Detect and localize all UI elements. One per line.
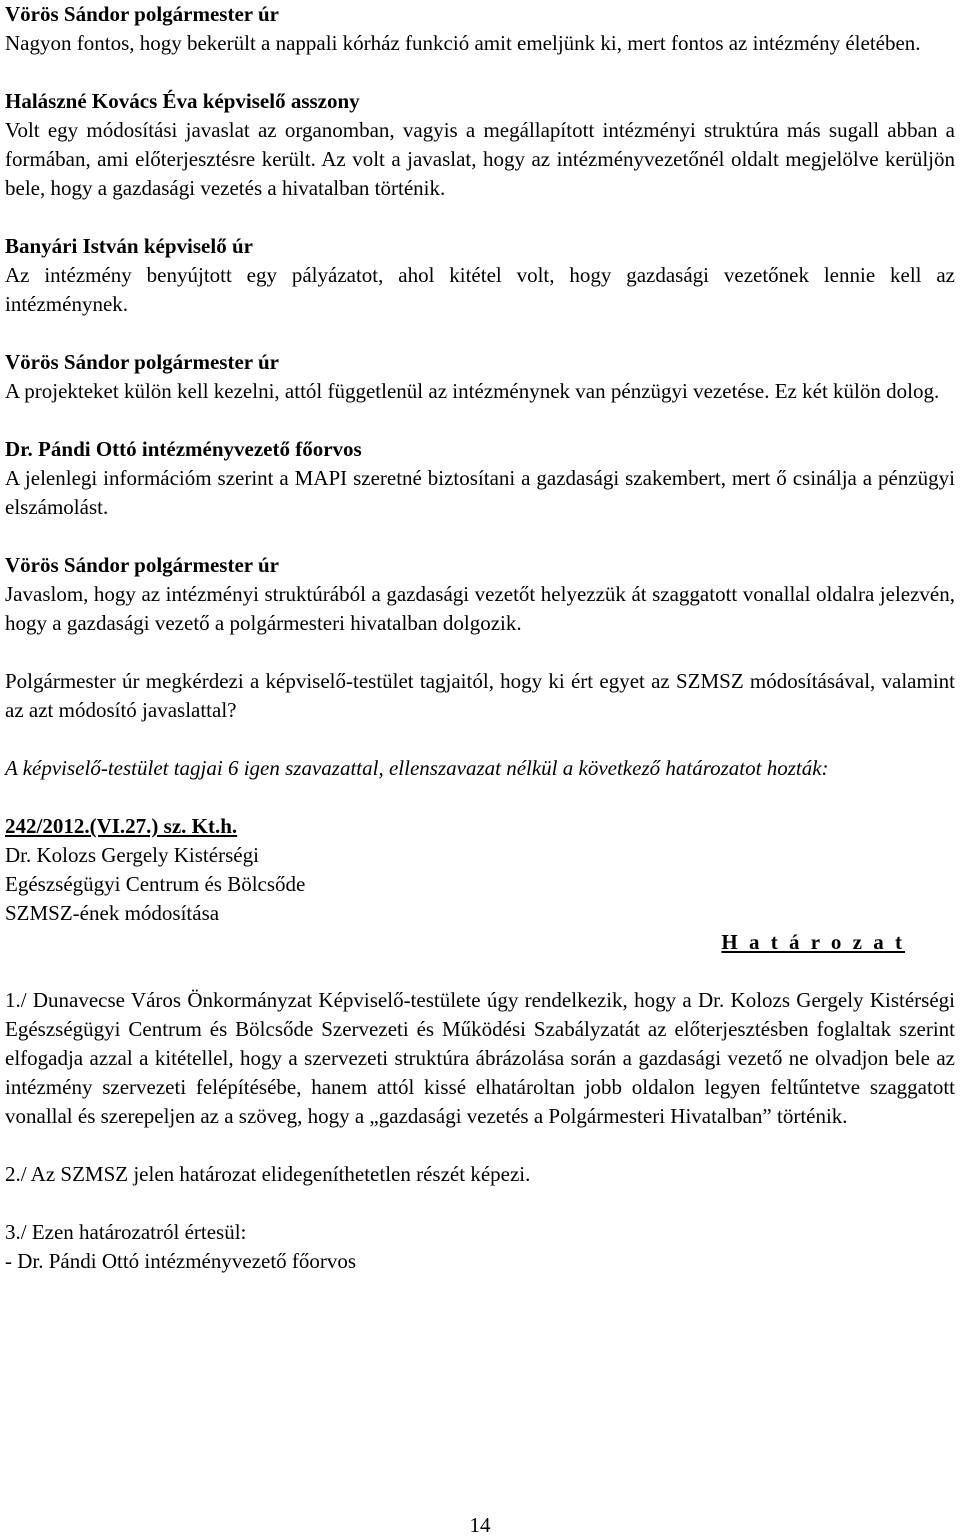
speech-text: Javaslom, hogy az intézményi struktúrából a gazdasági vezetőt helyezzük át szaggatott vonallal oldalra jelezvén, hogy a gazdasági vezető a polgármesteri hivatalban dolgozik. (5, 582, 955, 635)
speech-block (5, 87, 955, 203)
speaker-name: Vörös Sándor polgármester úr (5, 350, 279, 374)
resolution-subject-line: Egészségügyi Centrum és Bölcsőde (5, 872, 306, 896)
resolution-point-1: 1./ Dunavecse Város Önkormányzat Képviselő-testülete úgy rendelkezik, hogy a Dr. Kolozs Gergely Kistérségi Egészségügyi Centrum és Bölcsőde Szervezeti és Működési Szabályzatát az előterjesztésben foglaltak szerint elfogadja azzal a kitétellel, hogy a szervezeti struktúra ábrázolása során a gazdasági vezető ne olvadjon bele az intézmény szervezeti felépítésébe, hanem attól kissé elhatároltan jobb oldalon legyen feltűntetve szaggatott vonallal és szerepeljen az a szöveg, hogy a „gazdasági vezetés a Polgármesteri Hivatalban” történik. (5, 988, 955, 1128)
speech-text: Az intézmény benyújtott egy pályázatot, ahol kitétel volt, hogy gazdasági vezetőnek lennie kell az intézménynek. (5, 263, 955, 316)
speaker-name: Halászné Kovács Éva képviselő asszony (5, 89, 360, 113)
speech-text: Nagyon fontos, hogy bekerült a nappali kórház funkció amit emeljünk ki, mert fontos az intézmény életében. (5, 31, 921, 55)
resolution-number: 242/2012.(VI.27.) sz. Kt.h. (5, 814, 238, 838)
speech-block (5, 435, 955, 522)
resolution-subject-line: Dr. Kolozs Gergely Kistérségi (5, 843, 259, 867)
notified-person: - Dr. Pándi Ottó intézményvezető főorvos (5, 1249, 357, 1273)
mayor-question: Polgármester úr megkérdezi a képviselő-testület tagjaitól, hogy ki ért egyet az SZMSZ módosításával, valamint az azt módosító javaslattal? (5, 669, 955, 722)
resolution-subject-line: SZMSZ-ének módosítása (5, 901, 220, 925)
speech-text: A projekteket külön kell kezelni, attól függetlenül az intézménynek van pénzügyi vezetése. Ez két külön dolog. (5, 379, 940, 403)
document-page (5, 0, 955, 1276)
speech-block (5, 0, 955, 58)
speech-block (5, 551, 955, 638)
speaker-name: Vörös Sándor polgármester úr (5, 2, 279, 26)
speech-block (5, 232, 955, 319)
page-number: 14 (469, 1513, 491, 1537)
speaker-name: Dr. Pándi Ottó intézményvezető főorvos (5, 437, 362, 461)
resolution (5, 812, 955, 1276)
speech-block (5, 348, 955, 406)
resolution-point-2: 2./ Az SZMSZ jelen határozat elidegeníthetetlen részét képezi. (5, 1162, 531, 1186)
speaker-name: Vörös Sándor polgármester úr (5, 553, 279, 577)
speaker-name: Banyári István képviselő úr (5, 234, 253, 258)
speech-text: A jelenlegi információm szerint a MAPI szeretné biztosítani a gazdasági szakembert, mert ő csinálja a pénzügyi elszámolást. (5, 466, 955, 519)
vote-result: A képviselő-testület tagjai 6 igen szavazattal, ellenszavazat nélkül a következő határozatot hozták: (5, 756, 829, 780)
resolution-point-3-title: 3./ Ezen határozatról értesül: (5, 1220, 247, 1244)
resolution-heading: H a t á r o z a t (721, 930, 905, 954)
speech-text: Volt egy módosítási javaslat az organomban, vagyis a megállapított intézményi struktúra más sugall abban a formában, ami előterjesztésre került. Az volt a javaslat, hogy az intézményvezetőnél oldalt megjelölve kerüljön bele, hogy a gazdasági vezetés a hivatalban történik. (5, 118, 955, 200)
